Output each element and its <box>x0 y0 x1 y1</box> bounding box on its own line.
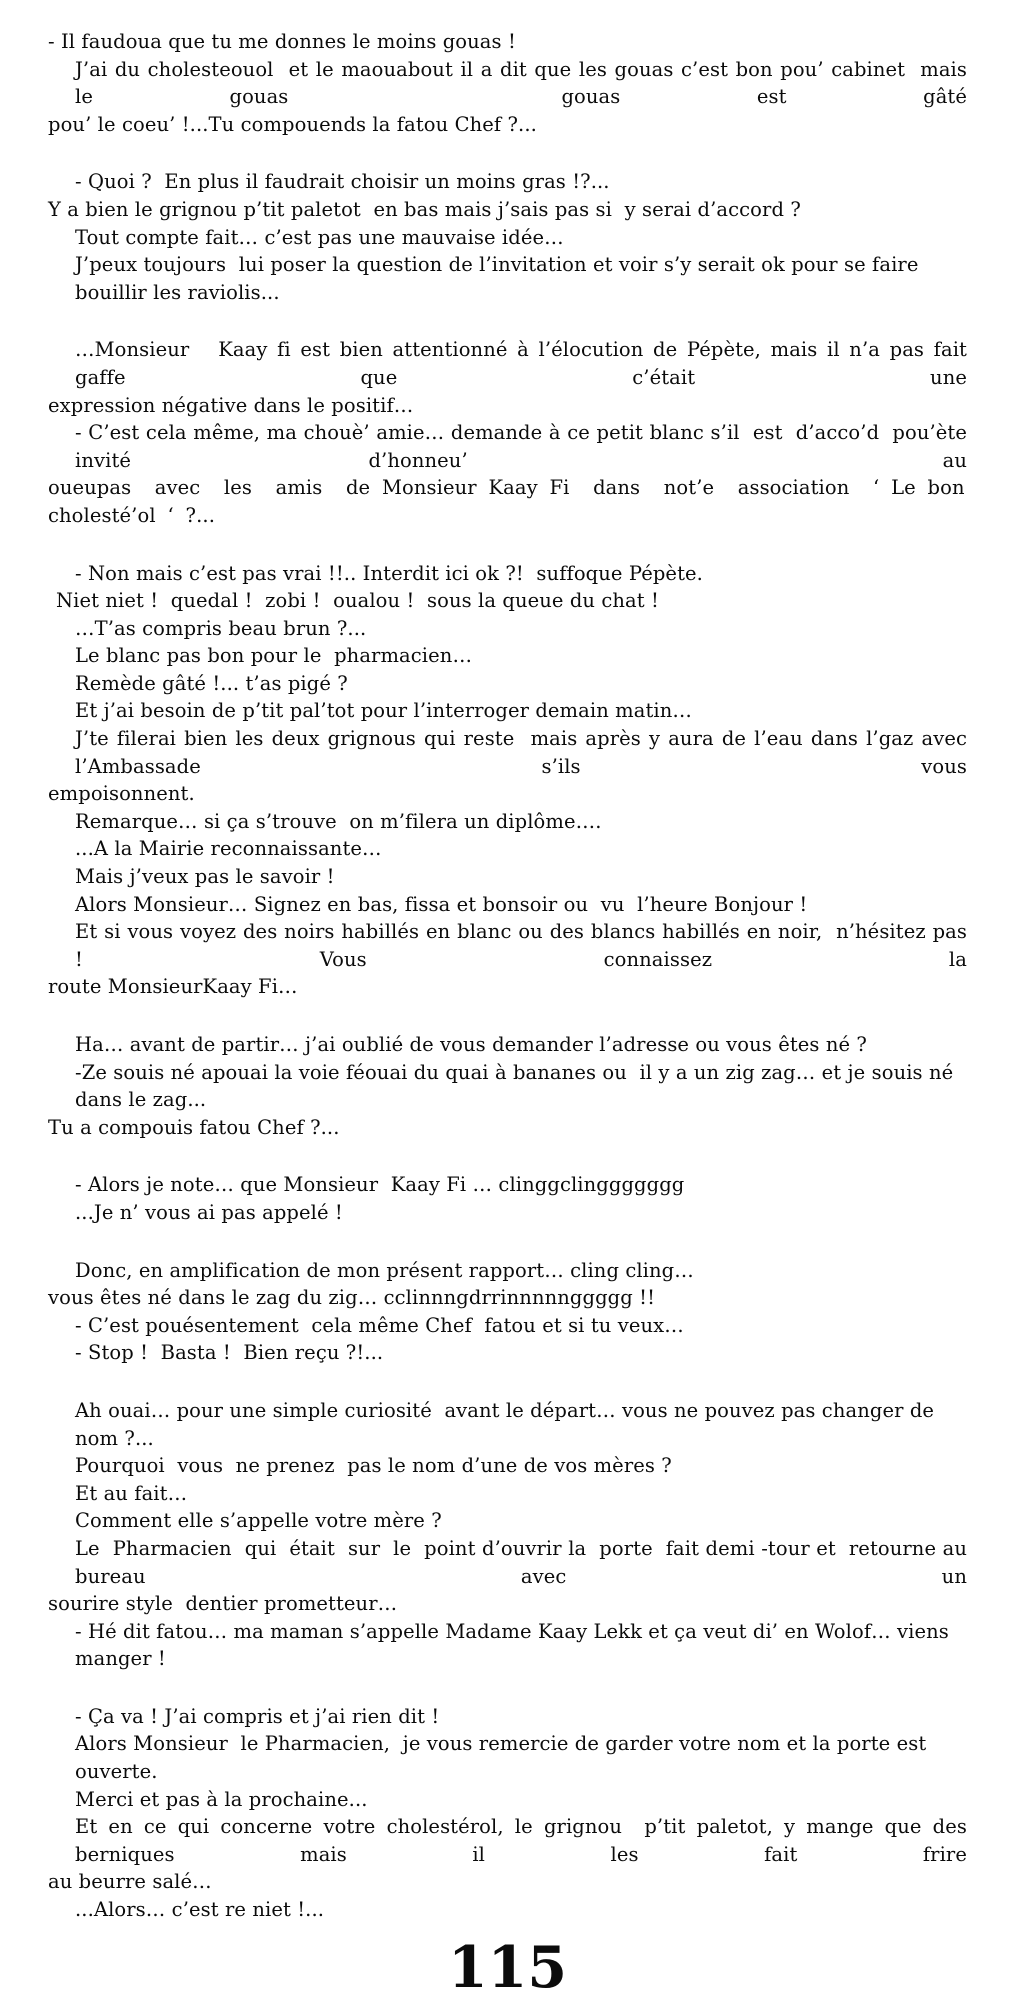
text-line: - Non mais c’est pas vrai !!.. Interdit ici ok ?! suffoque Pépète. <box>75 561 703 585</box>
text-line: Mais j’veux pas le savoir ! <box>75 865 335 889</box>
text-line: Et en ce qui concerne votre cholestérol, le grignou p’tit paletot, y mange que des berniques mais il les fait frire <box>75 1815 974 1866</box>
text-line: - Stop ! Basta ! Bien reçu ?!... <box>75 1341 384 1365</box>
paragraph-block <box>48 1257 967 1367</box>
text-line: au beurre salé… <box>48 1870 212 1894</box>
text-line: oueupas avec les amis de Monsieur Kaay Fi dans not’e association ‘ Le bon cholesté’ol ‘ ?... <box>48 476 977 527</box>
text-line: J’ai du cholesteouol et le maouabout il a dit que les gouas c’est bon pou’ cabinet mais le gouas gouas est gâté <box>75 57 980 109</box>
text-line: ...A la Mairie reconnaissante… <box>75 837 382 861</box>
text-line: ...Alors… c’est re niet !... <box>75 1898 325 1922</box>
text-line: Niet niet ! quedal ! zobi ! oualou ! sous la queue du chat ! <box>56 589 659 613</box>
paragraph-block <box>48 1031 967 1141</box>
text-line: - C’est pouésentement cela même Chef fatou et si tu veux… <box>75 1313 684 1337</box>
text-line: route MonsieurKaay Fi… <box>48 975 298 999</box>
text-line: - Ça va ! J’ai compris et j’ai rien dit ! <box>75 1704 440 1728</box>
text-line: Remarque… si ça s’trouve on m’filera un diplôme…. <box>75 809 602 833</box>
text-column <box>48 28 980 1924</box>
text-line: Le blanc pas bon pour le pharmacien… <box>75 644 473 668</box>
text-line: J’peux toujours lui poser la question de l’invitation et voir s’y serait ok pour se faire bouillir les raviolis... <box>75 253 925 304</box>
text-line: empoisonnent. <box>48 782 195 806</box>
text-line: - Il faudoua que tu me donnes le moins gouas ! <box>48 30 516 53</box>
text-line: Y a bien le grignou p’tit paletot en bas mais j’sais pas si y serai d’accord ? <box>48 197 801 221</box>
text-line: Merci et pas à la prochaine... <box>75 1787 368 1811</box>
text-line: Alors Monsieur le Pharmacien, je vous remercie de garder votre nom et la porte est ouverte. <box>75 1732 933 1784</box>
text-line: Remède gâté !... t’as pigé ? <box>75 671 348 695</box>
text-line: Alors Monsieur… Signez en bas, fissa et bonsoir ou vu l’heure Bonjour ! <box>75 892 808 916</box>
text-line: Pourquoi vous ne prenez pas le nom d’une de vos mères ? <box>75 1454 672 1478</box>
paragraph-block <box>48 1703 974 1924</box>
page-number: 115 <box>448 1933 567 2001</box>
text-line: sourire style dentier prometteur… <box>48 1592 398 1616</box>
paragraph-block <box>48 560 974 1002</box>
text-line: -Ze souis né apouai la voie féouai du quai à bananes ou il y a un zig zag… et je souis né dans le zag... <box>75 1060 960 1112</box>
text-line: pou’ le coeu’ !...Tu compouends la fatou Chef ?... <box>48 112 537 136</box>
text-line: Tout compte fait… c’est pas une mauvaise idée… <box>75 225 564 249</box>
paragraph-block <box>48 1397 980 1673</box>
text-line: J’te filerai bien les deux grignous qui reste mais après y aura de l’eau dans l’gaz avec l’Ambassade s’ils vous <box>75 727 974 778</box>
text-line: expression négative dans le positif… <box>48 393 414 417</box>
text-line: …T’as compris beau brun ?... <box>75 616 367 640</box>
text-line: Donc, en amplification de mon présent rapport… cling cling… <box>75 1258 694 1282</box>
paragraph-block <box>48 1171 967 1226</box>
paragraph-block <box>48 28 980 138</box>
text-line: Et au fait… <box>75 1481 188 1505</box>
text-line: Le Pharmacien qui était sur le point d’ouvrir la porte fait demi -tour et retourne au bureau avec un <box>75 1536 980 1588</box>
paragraph-block <box>48 168 967 306</box>
text-line: vous êtes né dans le zag du zig… cclinnngdrrinnnnnggggg !! <box>48 1286 656 1310</box>
text-line: - Hé dit fatou… ma maman s’appelle Madame Kaay Lekk et ça veut di’ en Wolof… viens manger ! <box>75 1619 956 1671</box>
text-line: - C’est cela même, ma chouè’ amie… demande à ce petit blanc s’il est d’acco’d pou’ète invité d’honneu’ au <box>75 421 974 472</box>
text-line: Et si vous voyez des noirs habillés en blanc ou des blancs habillés en noir, n’hésitez pas ! Vous connaissez la <box>75 920 974 971</box>
text-line: Tu a compouis fatou Chef ?... <box>48 1115 340 1139</box>
text-line: …Monsieur Kaay fi est bien attentionné à l’élocution de Pépète, mais il n’a pas fait gaffe que c’était une <box>75 338 974 389</box>
text-line: ...Je n’ vous ai pas appelé ! <box>75 1200 343 1224</box>
text-line: Comment elle s’appelle votre mère ? <box>75 1509 442 1533</box>
text-line: - Quoi ? En plus il faudrait choisir un moins gras !?... <box>75 170 610 194</box>
text-line: Ah ouai… pour une simple curiosité avant le départ… vous ne pouvez pas changer de nom ?... <box>75 1398 941 1450</box>
paragraph-block <box>48 336 977 529</box>
text-line: - Alors je note… que Monsieur Kaay Fi … clinggclinggggggg <box>75 1173 685 1197</box>
text-line: Et j’ai besoin de p’tit pal’tot pour l’interroger demain matin… <box>75 699 693 723</box>
text-line: Ha… avant de partir… j’ai oublié de vous demander l’adresse ou vous êtes né ? <box>75 1033 867 1056</box>
